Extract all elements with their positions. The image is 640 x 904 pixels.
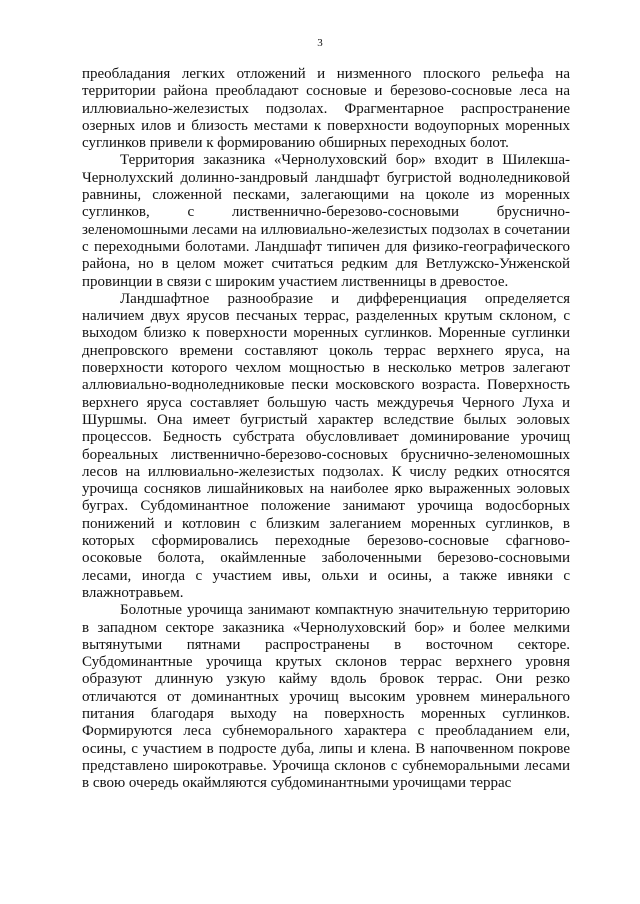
paragraph-3: Ландшафтное разнообразие и дифференциация определяется наличием двух ярусов песчаных террас, разделенных крутым склоном, с выходом близко к поверхности моренных суглинков. Моренные суглинки днепровского времени составляют цоколь террас верхнего яруса, на поверхности которого чехлом мощностью в несколько метров залегают аллювиально-водноледниковые пески московского возраста. Поверхность верхнего яруса составляет большую часть междуречья Черного Луха и Шуршмы. Она имеет бугристый характер вследствие былых эоловых процессов. Бедность субстрата обусловливает доминирование урочищ бореальных лиственнично-березово-сосновых бруснично-зеленомошных лесов на иллювиально-железистых подзолах. К числу редких относятся урочища сосняков лишайниковых на наиболее ярко выраженных эоловых буграх. Субдоминантное положение занимают урочища водосборных понижений и котловин с близким залеганием моренных суглинков, в которых сформировались переходные березово-сосновые сфагново-осоковые болота, окаймленные заболоченными березово-сосновыми лесами, иногда с участием ивы, ольхи и осины, а также ивняки с влажнотравьем. [82,290,570,601]
paragraph-1: преобладания легких отложений и низменного плоского рельефа на территории района преобладают сосновые и березово-сосновые леса на иллювиально-железистых подзолах. Фрагментарное распространение озерных илов и близость местами к поверхности водоупорных моренных суглинков привели к формированию обширных переходных болот. [82,66,570,152]
page-number: 3 [317,37,323,49]
paragraph-4: Болотные урочища занимают компактную значительную территорию в западном секторе заказника «Чернолуховский бор» и более мелкими вытянутыми пятнами распространены в восточном секторе. Субдоминантные урочища крутых склонов террас верхнего уровня образуют длинную узкую кайму вдоль бровок террас. Они резко отличаются от доминантных урочищ высоким уровнем минерального питания благодаря выходу на поверхность моренных суглинков. Формируются леса субнеморального характера с преобладанием ели, осины, с участием в подросте дуба, липы и клена. В напочвенном покрове представлено широкотравье. Урочища склонов с субнеморальными лесами в свою очередь окаймляются субдоминантными урочищами террас [82,602,570,792]
document-body [82,66,570,792]
paragraph-2: Территория заказника «Чернолуховский бор» входит в Шилекша-Чернолухский долинно-зандровый ландшафт бугристой водноледниковой равнины, сложенной песками, залегающими на цоколе из моренных суглинков, с лиственнично-березово-сосновыми бруснично-зеленомошными лесами на иллювиально-железистых подзолах в сочетании с переходными болотами. Ландшафт типичен для физико-географического района, но в целом может считаться редким для Ветлужско-Унженской провинции в связи с широким участием лиственницы в древостое. [82,152,570,290]
